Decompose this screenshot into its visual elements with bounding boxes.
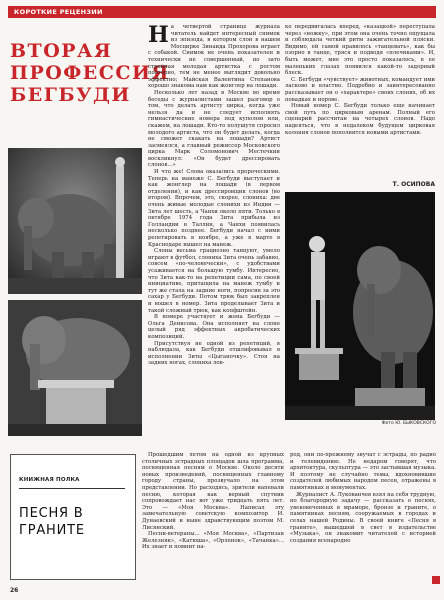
book-title: ПЕСНЯ В ГРАНИТЕ <box>19 506 85 538</box>
section-rubric: КОРОТКИЕ РЕЦЕНЗИИ <box>8 6 436 18</box>
article-column-2 <box>285 24 435 178</box>
paragraph: род, они по-прежнему звучат с эстрады, по радио и телевидению. Не недаром говорят, что архитектура, скульптура — это застывшая музыка. И поэтому не случайно темы, вдохновившие создателей любимых народом песен, отражены в памятниках и монументах. <box>290 452 436 491</box>
author-signature: Т. ОСИПОВА <box>392 181 435 188</box>
drop-cap: Н <box>148 22 169 48</box>
photo-credit: Фото Ю. БЫКОВСКОГО <box>381 421 436 426</box>
book-shelf-box <box>10 454 136 580</box>
paragraph: Прошедшим летом на одной из крупных столичных эстрадных площадок шла программа, посвященная песням о Москве. Около десяти новых произведений, посвященных главному городу страны, прозвучало на этом представлении. Но расходясь, зрители напевали песню, которая как верный спутник сопровождает нас вот уже тридцать пять лет. Это — «Моя Москва». Написал эту замечательную советскую композитор И. Дунаевский и ныне здравствующим поэтом М. Лисянский. <box>142 452 284 531</box>
review-column-1 <box>142 452 284 580</box>
paragraph: Слоны весьма грациозно танцуют, умело играют в футбол, слониха Зита очень забавно, совсем «по-человечески», с удобствами усаживается на большую тумбу. Интересно, что Зита как-то на репетиции сама, по своей инициативе, притащила на манеж тумбу и тут же стала на задние ноги, попросив за это сахар у Бегбуди. Потом трюк был закреплен и вошел в номер. Зита проделывает Зита и такой сложный трюк, как копфштейн. <box>148 248 280 314</box>
paragraph: ко передвигалась вперед, «казацкой» переступала через «ножку», при этом она очень точно ощущала и соблюдала четкий ритм зажигательной пляски. Видимо, ей самой нравилось «танцевать», как бы озорно в танце, тряся и подводя «плечиками». И, быть может, мне это просто показалось, в ее маленьких глазах появился какой-то задорный блеск. <box>285 24 435 77</box>
article-column-1 <box>148 22 280 367</box>
paragraph: Журналист А. Лукованчев взял на себя трудную, но благородную задачу — рассказать о песнях, увековеченных в мраморе, бронзе и граните, о памятниках песням, сооружаемых в городах и селах нашей Родины. В своей книге «Песня в граните», вышедшей в свет в издательстве «Музыка», он знакомит читателей с историей создания всенародно <box>290 491 436 544</box>
paragraph: В номере участвует и жена Бегбуди — Ольга Денисова. Она исполняет на слоне целый ряд эффектных акробатических композиций. <box>148 314 280 340</box>
corner-marker <box>432 576 440 584</box>
page-number: 26 <box>10 587 19 594</box>
photo-elephant-stool <box>8 300 142 436</box>
photo-elephant-trainer <box>8 148 142 294</box>
title-line-3: БЕГБУДИ <box>10 84 131 106</box>
review-column-2 <box>290 452 436 580</box>
divider <box>19 488 125 489</box>
paragraph: Новый номер С. Бегбуди только еще начинает свой путь по цирковым аренам. Полный его сценарий рассчитан на четырех слонов. Надо надеяться, что в недалеком будущем цирковая колония слонов пополнится новыми артистами. <box>285 103 435 136</box>
book-shelf-label: КНИЖНАЯ ПОЛКА <box>19 477 80 483</box>
paragraph: И что же! Слова оказались пророческими. Теперь на манеже С. Бегбуди выступает и как жонглер на лошади (в первом отделении), и как дрессировщик слонов (во втором). Впрочем, это, скорее, слониха: две очень живые молодые слонихи из Индии — Зита лет шесть, а Чанхи около пяти. Только в октябре 1974 года Зита прибыла из Голландии в Таллин, а Чанхи появилась несколько позднее. Бегбуди начал с ними репетировать в ноябре, а уже в марте в Краснодаре вышел на манеж. <box>148 169 280 248</box>
paragraph: Присутствуя не одной из репетиций, я наблюдала, как Бегбуди отшлифовывал в исполнении Зиты «Цыганочку». Стоя на задних ногах, слониха лов- <box>148 340 280 367</box>
paragraph: а четвертой странице журнала читатель найдет интересный снимок из эпизода, в котором слон в нашем Мосцирке Зинаида Прохорова играет с собакой. Снимок не очень показателен и технически не совершенный, но зато стройная молодая артистка с ростом повторно, тем не менее выглядит довольно эффектно; Майская Валентина Степанова хорошо знакома нам как жонглер на лошади. <box>148 24 280 90</box>
title-line-2: ПРОФЕССИЯ <box>10 62 170 84</box>
title-line-1: ВТОРАЯ <box>10 40 113 62</box>
article-title <box>10 40 170 106</box>
photo-circus-performance <box>285 192 435 420</box>
paragraph: Несколько лет назад в Москве во время беседы с журналистами зашел разговор о том, что делать артисту цирка, когда уже нельзя да и не следует исполнять гимнастические номера под куполом или, скажем, на лошади. Кто-то полушутя спросил молодого артиста, что он будет делать, когда не сможет скакать на лошади? Артист засмеялся, а главный режиссер Московского цирка Марк Соломонович Местечкин воскликнул: «Он будет дрессировать слонов...» <box>148 89 280 169</box>
paragraph: С. Бегбуди «чувствует» животных, командует ими ласково и властно. Подробно и заинтересованно рассказывает он о «характере» своих слоних, об их повадках и норове. <box>285 76 435 103</box>
paragraph: Песни-ветераны... «Моя Москва», «Партизан Железняк», «Катюша», «Орленок», «Тачанка»... Их знает и помнит на- <box>142 531 284 551</box>
